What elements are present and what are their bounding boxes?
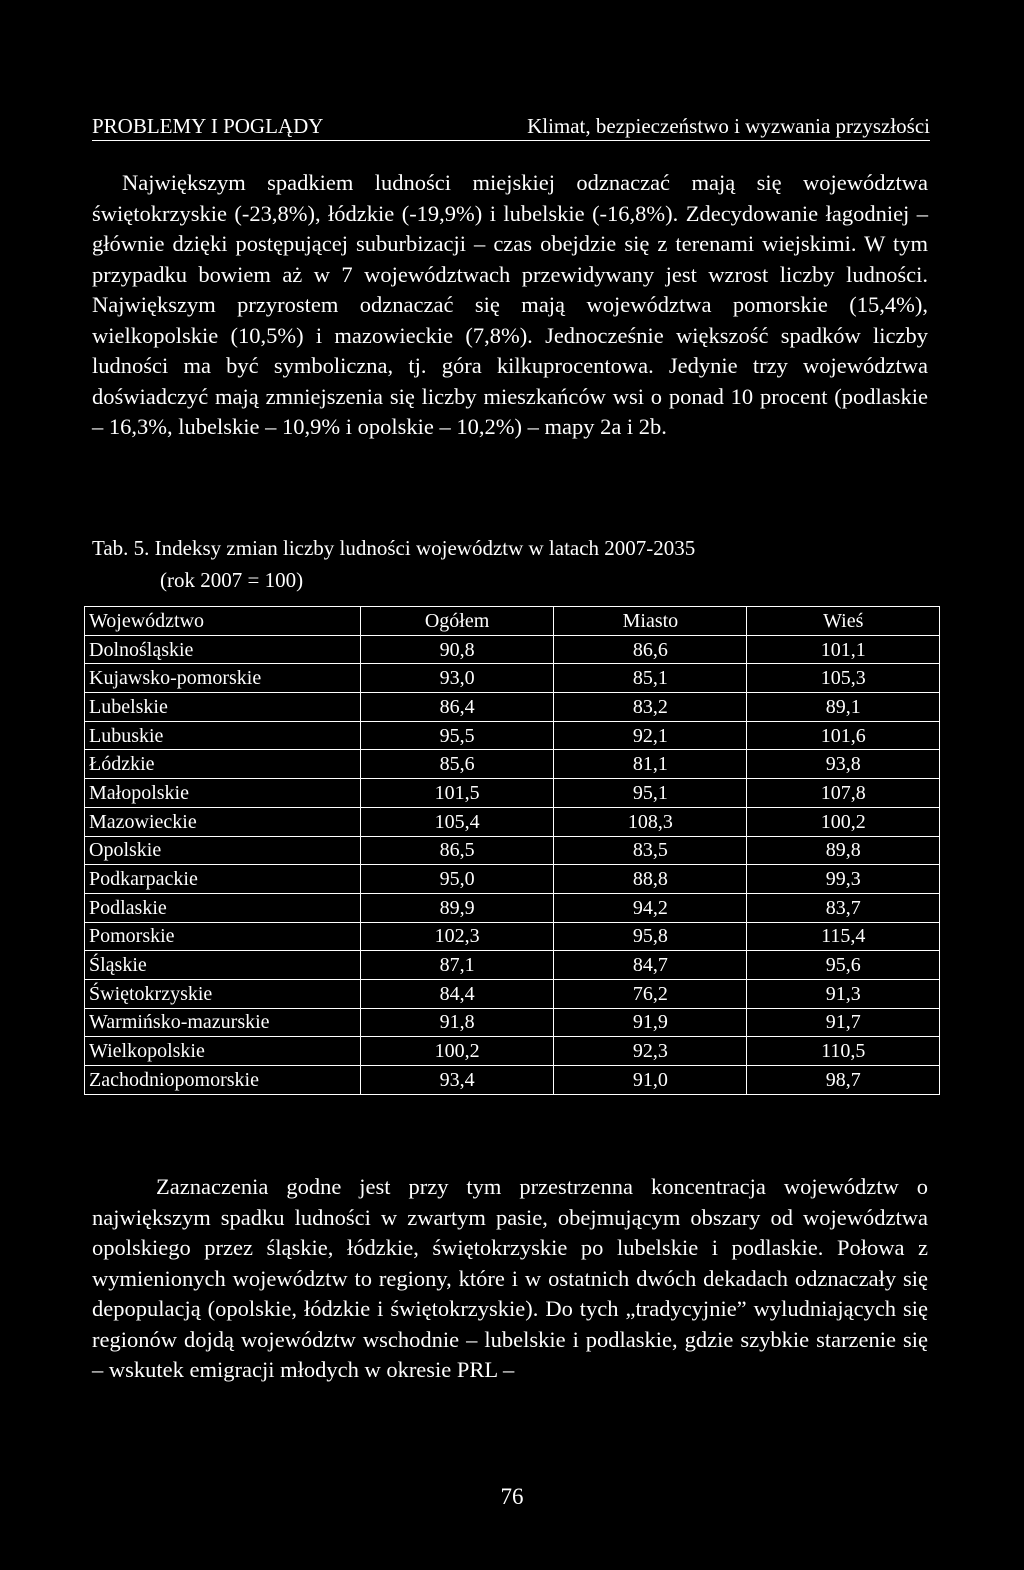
cell-rural: 95,6 (747, 951, 940, 980)
cell-voivodeship: Wielkopolskie (85, 1037, 361, 1066)
table-row (85, 779, 940, 808)
cell-urban: 91,9 (554, 1008, 747, 1037)
cell-rural: 110,5 (747, 1037, 940, 1066)
cell-rural: 91,3 (747, 979, 940, 1008)
cell-voivodeship: Mazowieckie (85, 807, 361, 836)
cell-rural: 89,1 (747, 693, 940, 722)
cell-urban: 85,1 (554, 664, 747, 693)
cell-urban: 91,0 (554, 1066, 747, 1095)
table-row (85, 807, 940, 836)
cell-urban: 83,2 (554, 693, 747, 722)
cell-total: 93,4 (360, 1066, 554, 1095)
cell-total: 85,6 (360, 750, 554, 779)
page-number: 76 (500, 1484, 524, 1509)
cell-total: 105,4 (360, 807, 554, 836)
cell-rural: 107,8 (747, 779, 940, 808)
table-row (85, 635, 940, 664)
cell-urban: 88,8 (554, 865, 747, 894)
column-header-rural: Wieś (747, 607, 940, 636)
cell-voivodeship: Podkarpackie (85, 865, 361, 894)
header-section-title: PROBLEMY I POGLĄDY (92, 114, 324, 138)
column-header-total: Ogółem (360, 607, 554, 636)
cell-rural: 98,7 (747, 1066, 940, 1095)
cell-urban: 95,1 (554, 779, 747, 808)
cell-rural: 115,4 (747, 922, 940, 951)
cell-voivodeship: Małopolskie (85, 779, 361, 808)
table-row (85, 865, 940, 894)
table-caption (92, 532, 695, 596)
body-paragraph-1: Największym spadkiem ludności miejskiej odznaczać mają się województwa świętokrzyskie (-23,8%), łódzkie (-19,9%) i lubelskie (-16,8%). Zdecydowanie łagodniej – głównie dzięki postępującej suburbizacji – czas obejdzie się z terenami wiejskimi. W tym przypadku bowiem aż w 7 województwach przewidywany jest wzrost liczby ludności. Największym przyrostem odznaczać się mają województwa pomorskie (15,4%), wielkopolskie (10,5%) i mazowieckie (7,8%). Jednocześnie większość spadków liczby ludności ma być symboliczna, tj. góra kilkuprocentowa. Jedynie trzy województwa doświadczyć mają zmniejszenia się liczby mieszkańców wsi o ponad 10 procent (podlaskie – 16,3%, lubelskie – 10,9% i opolskie – 10,2%) – mapy 2a i 2b. (92, 170, 928, 439)
table-row (85, 922, 940, 951)
table-row (85, 664, 940, 693)
cell-voivodeship: Lubuskie (85, 721, 361, 750)
table-row (85, 979, 940, 1008)
cell-urban: 94,2 (554, 893, 747, 922)
table-row (85, 721, 940, 750)
cell-urban: 76,2 (554, 979, 747, 1008)
cell-urban: 95,8 (554, 922, 747, 951)
cell-voivodeship: Warmińsko-mazurskie (85, 1008, 361, 1037)
cell-rural: 91,7 (747, 1008, 940, 1037)
table-row (85, 1066, 940, 1095)
cell-total: 89,9 (360, 893, 554, 922)
cell-voivodeship: Podlaskie (85, 893, 361, 922)
cell-voivodeship: Śląskie (85, 951, 361, 980)
cell-total: 86,4 (360, 693, 554, 722)
cell-rural: 105,3 (747, 664, 940, 693)
table-caption-subtitle: (rok 2007 = 100) (160, 568, 304, 592)
cell-voivodeship: Opolskie (85, 836, 361, 865)
cell-urban: 92,1 (554, 721, 747, 750)
cell-total: 93,0 (360, 664, 554, 693)
cell-voivodeship: Łódzkie (85, 750, 361, 779)
table-row (85, 693, 940, 722)
table-row (85, 1037, 940, 1066)
cell-total: 102,3 (360, 922, 554, 951)
table-header-row (85, 607, 940, 636)
cell-urban: 108,3 (554, 807, 747, 836)
cell-voivodeship: Dolnośląskie (85, 635, 361, 664)
column-header-voivodeship: Województwo (85, 607, 361, 636)
table-row (85, 750, 940, 779)
cell-urban: 81,1 (554, 750, 747, 779)
table-row (85, 893, 940, 922)
header-chapter-title: Klimat, bezpieczeństwo i wyzwania przyszłości (527, 114, 930, 138)
cell-rural: 101,1 (747, 635, 940, 664)
running-header (92, 110, 930, 141)
cell-rural: 83,7 (747, 893, 940, 922)
cell-total: 101,5 (360, 779, 554, 808)
table-body (85, 635, 940, 1094)
cell-rural: 89,8 (747, 836, 940, 865)
cell-total: 84,4 (360, 979, 554, 1008)
table-caption-title: Tab. 5. Indeksy zmian liczby ludności województw w latach 2007-2035 (92, 536, 696, 560)
column-header-urban: Miasto (554, 607, 747, 636)
cell-voivodeship: Kujawsko-pomorskie (85, 664, 361, 693)
cell-rural: 93,8 (747, 750, 940, 779)
cell-urban: 84,7 (554, 951, 747, 980)
cell-total: 91,8 (360, 1008, 554, 1037)
cell-total: 95,0 (360, 865, 554, 894)
cell-voivodeship: Świętokrzyskie (85, 979, 361, 1008)
cell-total: 87,1 (360, 951, 554, 980)
cell-rural: 99,3 (747, 865, 940, 894)
cell-total: 100,2 (360, 1037, 554, 1066)
cell-rural: 100,2 (747, 807, 940, 836)
cell-total: 90,8 (360, 635, 554, 664)
cell-total: 86,5 (360, 836, 554, 865)
cell-voivodeship: Zachodniopomorskie (85, 1066, 361, 1095)
body-paragraph-2: Zaznaczenia godne jest przy tym przestrzenna koncentracja województw o największym spadku ludności w zwartym pasie, obejmującym obszary od województwa opolskiego przez śląskie, łódzkie, świętokrzyskie po lubelskie i podlaskie. Połowa z wymienionych województw to regiony, które i w ostatnich dwóch dekadach odznaczały się depopulacją (opolskie, łódzkie i świętokrzyskie). Do tych „tradycyjnie” wyludniających się regionów dojdą województw wschodnie – lubelskie i podlaskie, gdzie szybkie starzenie się – wskutek emigracji młodych w okresie PRL – (92, 1174, 928, 1382)
cell-voivodeship: Lubelskie (85, 693, 361, 722)
cell-urban: 83,5 (554, 836, 747, 865)
cell-voivodeship: Pomorskie (85, 922, 361, 951)
cell-total: 95,5 (360, 721, 554, 750)
table-row (85, 951, 940, 980)
cell-urban: 92,3 (554, 1037, 747, 1066)
population-index-table (84, 606, 940, 1095)
cell-rural: 101,6 (747, 721, 940, 750)
table-row (85, 836, 940, 865)
table-row (85, 1008, 940, 1037)
cell-urban: 86,6 (554, 635, 747, 664)
